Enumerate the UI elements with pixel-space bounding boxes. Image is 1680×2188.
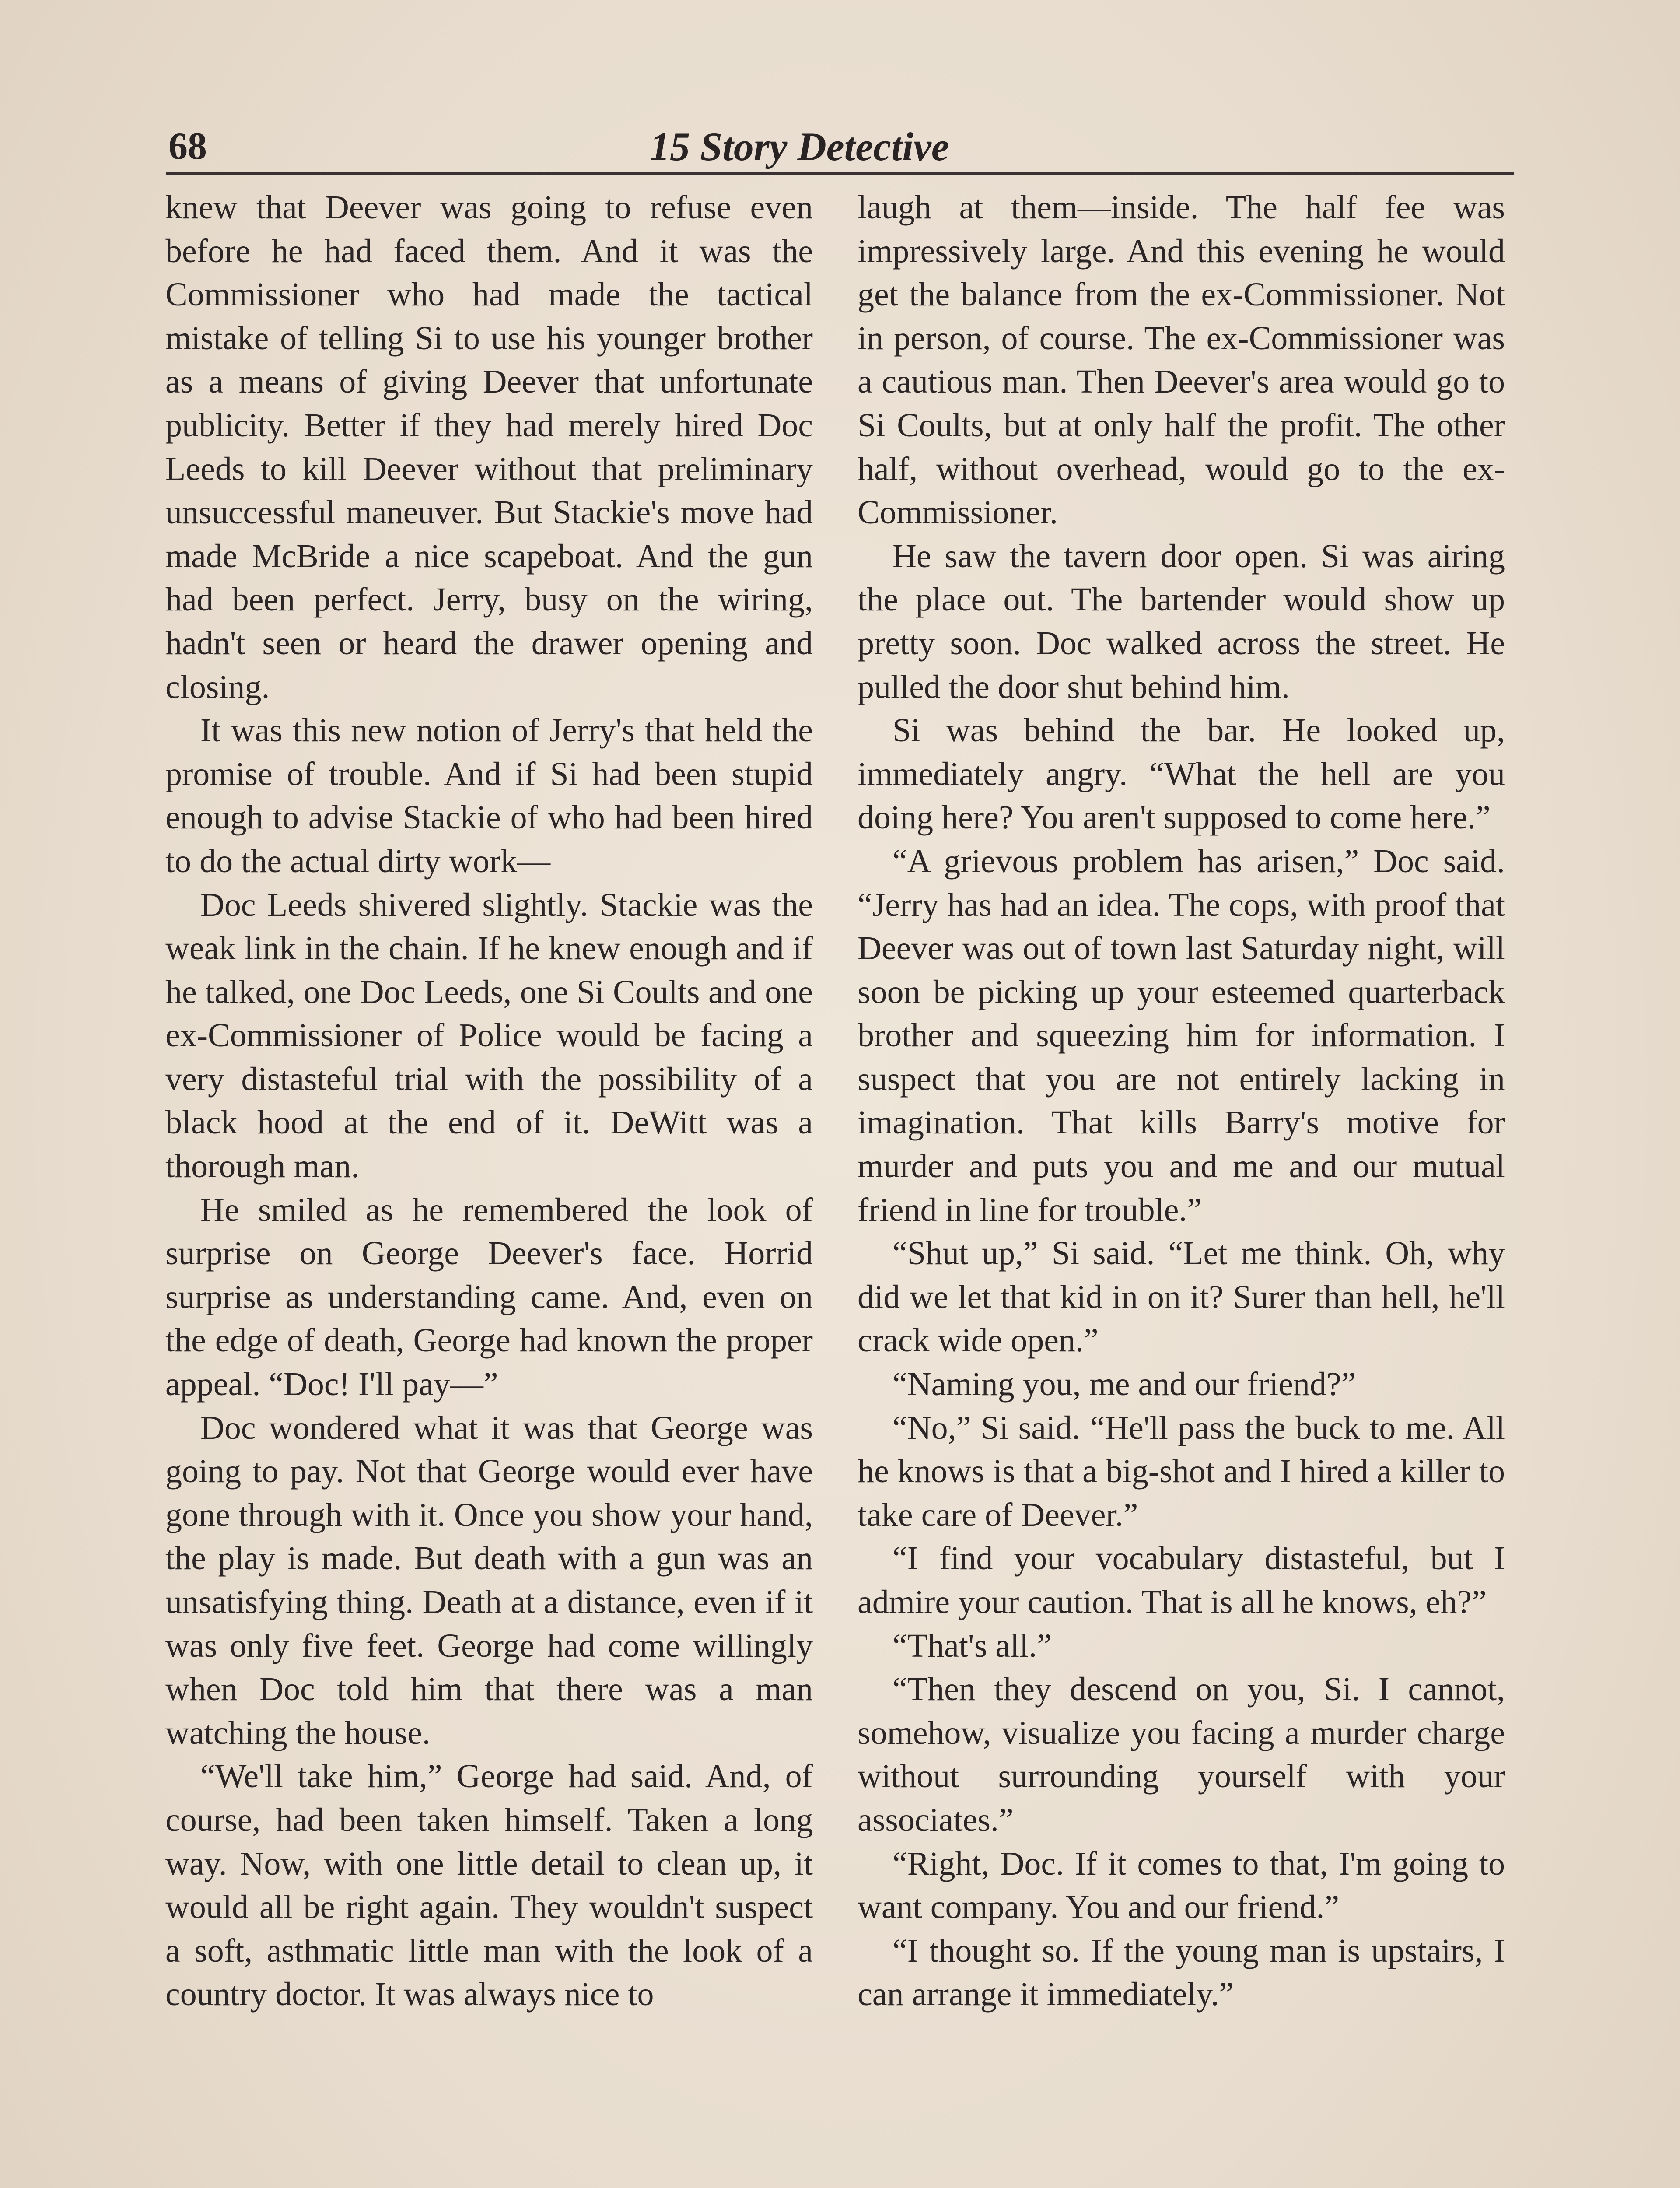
running-title: 15 Story Detective [650,124,949,169]
paragraph: He smiled as he remembered the look of surprise on George Deever's face. Horrid surprise as understanding came. And, even on the edge of death, George had known the proper appeal. “Doc! I'll pay—” [165,1191,813,1403]
paragraph: laugh at them—inside. The half fee was impressively large. And this evening he would get the balance from the ex-Commissioner. Not in person, of course. The ex-Commissioner was a cautious man. Then Deever's area would go to Si Coults, but at only half the profit. The other half, without overhead, would go to the ex-Commissioner. [858,189,1505,531]
paragraph: “Naming you, me and our friend?” [892,1366,1356,1403]
page-header [168,123,1514,171]
paragraph: “Right, Doc. If it comes to that, I'm going to want company. You and our friend.” [858,1845,1505,1926]
paragraph: “That's all.” [892,1627,1052,1664]
paragraph: It was this new notion of Jerry's that held the promise of trouble. And if Si had been stupid enough to advise Stackie of who had been hired to do the actual dirty work— [165,712,813,880]
right-column [858,186,1505,2188]
left-column [165,186,813,2188]
paragraph: “No,” Si said. “He'll pass the buck to me. All he knows is that a big-shot and I hired a killer to take care of Deever.” [858,1409,1505,1533]
header-rule [166,172,1514,175]
paragraph: “I thought so. If the young man is upstairs, I can arrange it immediately.” [858,1932,1505,2013]
page-number: 68 [168,125,207,168]
paragraph: Doc Leeds shivered slightly. Stackie was the weak link in the chain. If he knew enough and if he talked, one Doc Leeds, one Si Coults and one ex-Commissioner of Police would be facing a very distasteful trial with the possibility of a black hood at the end of it. DeWitt was a thorough man. [165,886,813,1185]
paragraph: “Shut up,” Si said. “Let me think. Oh, why did we let that kid in on it? Surer than hell, he'll crack wide open.” [858,1235,1505,1359]
paragraph: Si was behind the bar. He looked up, immediately angry. “What the hell are you doing here? You aren't supposed to come here.” [858,712,1505,836]
paragraph: knew that Deever was going to refuse even before he had faced them. And it was the Commissioner who had made the tactical mistake of telling Si to use his younger brother as a means of giving Deever that unfortunate publicity. Better if they had merely hired Doc Leeds to kill Deever without that preliminary unsuccessful maneuver. But Stackie's move had made McBride a nice scapeboat. And the gun had been perfect. Jerry, busy on the wiring, hadn't seen or heard the drawer opening and closing. [165,189,813,705]
paragraph: “I find your vocabulary distasteful, but I admire your caution. That is all he knows, eh?” [858,1540,1505,1620]
paragraph: “Then they descend on you, Si. I cannot, somehow, visualize you facing a murder charge without surrounding yourself with your associates.” [858,1671,1505,1838]
paragraph: “A grievous problem has arisen,” Doc said. “Jerry has had an idea. The cops, with proof that Deever was out of town last Saturday night, will soon be picking up your esteemed quarterback brother and squeezing him for information. I suspect that you are not entirely lacking in imagination. That kills Barry's motive for murder and puts you and me and our mutual friend in line for trouble.” [858,842,1505,1228]
paragraph: Doc wondered what it was that George was going to pay. Not that George would ever have gone through with it. Once you show your hand, the play is made. But death with a gun was an unsatisfying thing. Death at a distance, even if it was only five feet. George had come willingly when Doc told him that there was a man watching the house. [165,1409,813,1751]
paragraph: He saw the tavern door open. Si was airing the place out. The bartender would show up pretty soon. Doc walked across the street. He pulled the door shut behind him. [858,537,1505,705]
paragraph: “We'll take him,” George had said. And, of course, had been taken himself. Taken a long way. Now, with one little detail to clean up, it would all be right again. They wouldn't suspect a soft, asthmatic little man with the look of a country doctor. It was always nice to [165,1758,813,2013]
